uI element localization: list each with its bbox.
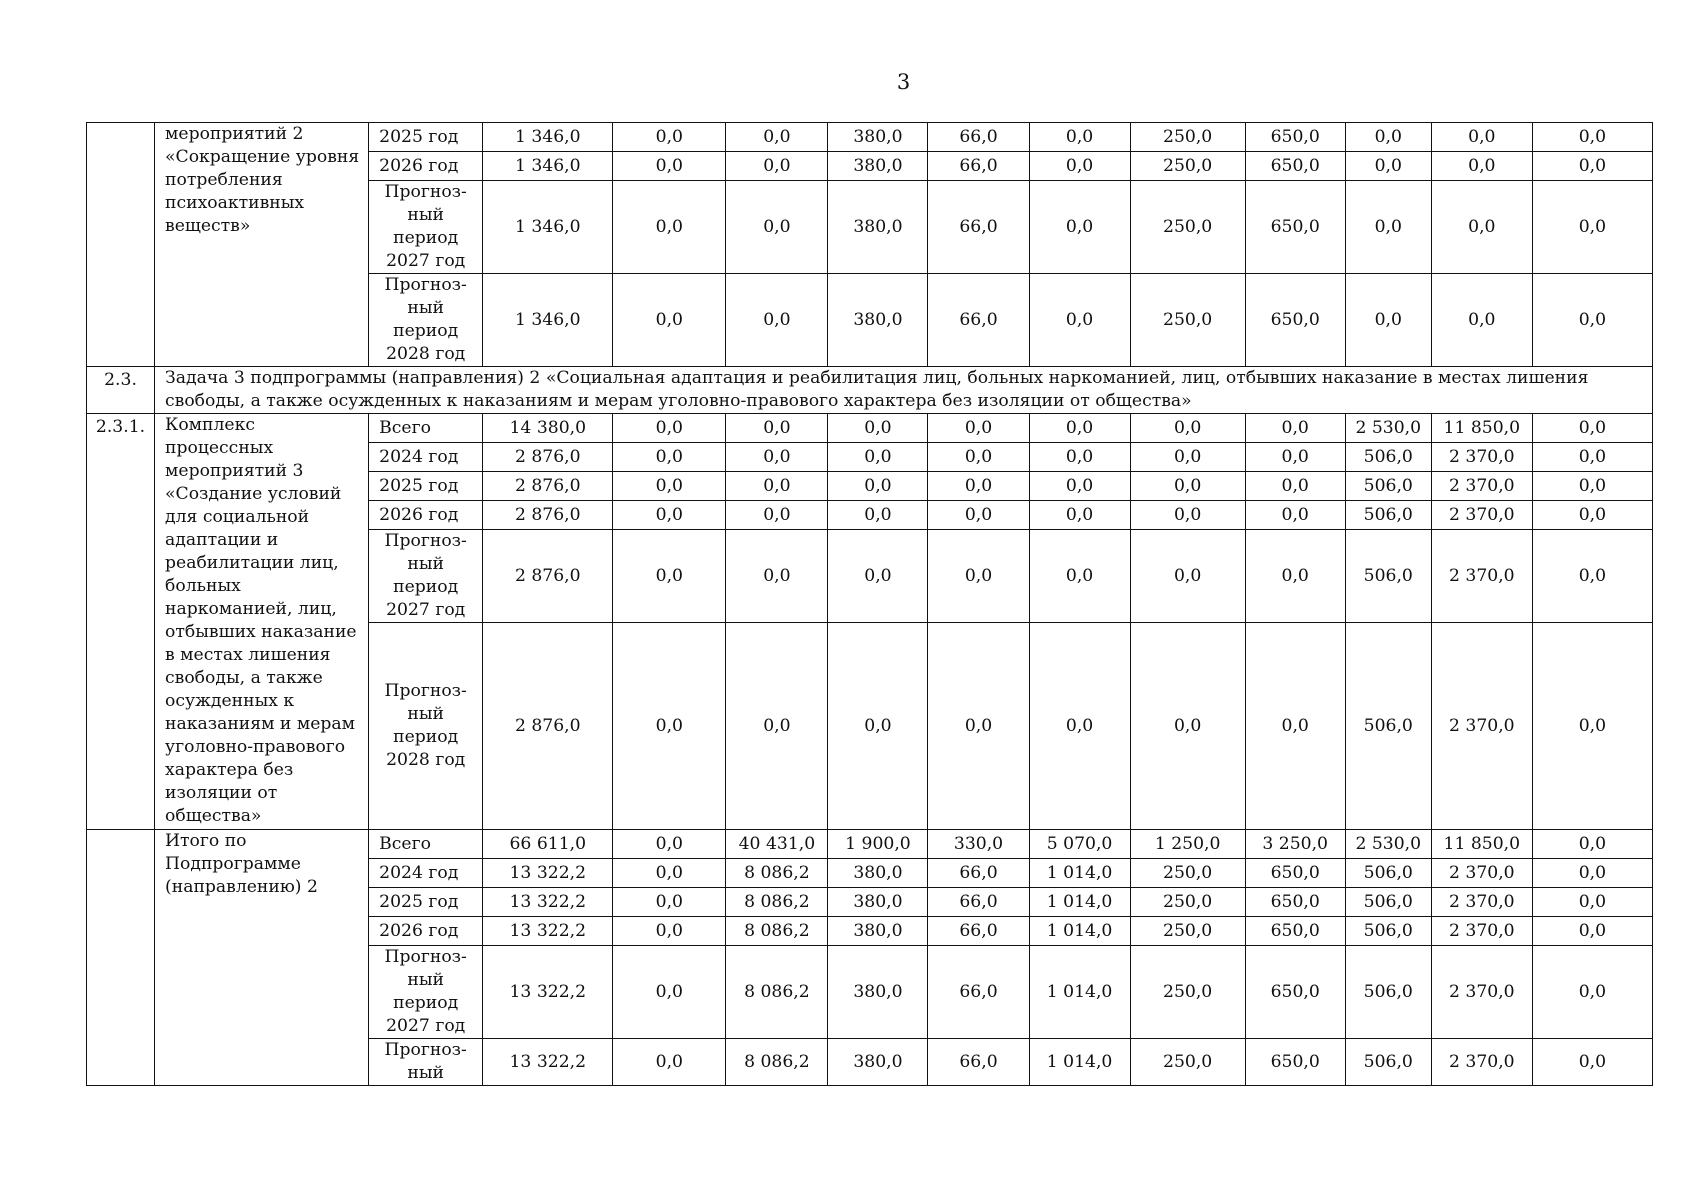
value-cell: 650,0 [1245,946,1345,1039]
value-cell: 0,0 [726,530,828,623]
period-cell: Прогноз- ный период 2027 год [369,946,483,1039]
value-cell: 0,0 [828,530,928,623]
value-cell: 506,0 [1345,859,1431,888]
value-cell: 66,0 [928,152,1029,181]
task-row [87,367,1653,414]
value-cell: 2 370,0 [1431,917,1532,946]
value-cell: 0,0 [1029,623,1130,830]
value-cell: 2 876,0 [483,623,613,830]
value-cell: 2 876,0 [483,472,613,501]
value-cell: 0,0 [1029,443,1130,472]
value-cell: 2 530,0 [1345,830,1431,859]
value-cell: 506,0 [1345,530,1431,623]
value-cell: 66,0 [928,123,1029,152]
page-number: 3 [896,70,911,94]
value-cell: 0,0 [613,414,726,443]
value-cell: 13 322,2 [483,888,613,917]
value-cell: 2 876,0 [483,501,613,530]
row-number: 2.3.1. [87,414,155,830]
value-cell: 506,0 [1345,1039,1431,1086]
value-cell: 0,0 [1345,274,1431,367]
value-cell: 0,0 [1532,501,1652,530]
value-cell: 250,0 [1130,859,1245,888]
value-cell: 650,0 [1245,917,1345,946]
value-cell: 0,0 [1532,623,1652,830]
value-cell: 0,0 [1029,414,1130,443]
value-cell: 0,0 [828,414,928,443]
value-cell: 0,0 [1245,530,1345,623]
value-cell: 13 322,2 [483,917,613,946]
value-cell: 0,0 [726,414,828,443]
value-cell: 0,0 [1532,917,1652,946]
value-cell: 330,0 [928,830,1029,859]
value-cell: 650,0 [1245,123,1345,152]
value-cell: 0,0 [1532,123,1652,152]
value-cell: 0,0 [1130,472,1245,501]
value-cell: 380,0 [828,859,928,888]
value-cell: 0,0 [828,472,928,501]
value-cell: 0,0 [1130,501,1245,530]
row-number [87,123,155,367]
value-cell: 2 370,0 [1431,946,1532,1039]
value-cell: 0,0 [613,917,726,946]
period-cell: Прогноз- ный [369,1039,483,1086]
value-cell: 8 086,2 [726,859,828,888]
value-cell: 250,0 [1130,946,1245,1039]
value-cell: 1 014,0 [1029,946,1130,1039]
period-cell: 2026 год [369,501,483,530]
row-title: Комплекс процессных мероприятий 3 «Создание условий для социальной адаптации и реабилитации лиц, больных наркоманией, лиц, отбывших наказание в местах лишения свободы, а также осужденных к наказаниям и мерам уголовно-правового характера без изоляции от общества» [155,414,369,830]
value-cell: 0,0 [1029,501,1130,530]
value-cell: 0,0 [1130,443,1245,472]
value-cell: 0,0 [613,443,726,472]
budget-table [86,122,1653,1086]
value-cell: 1 014,0 [1029,1039,1130,1086]
value-cell: 0,0 [928,443,1029,472]
value-cell: 250,0 [1130,1039,1245,1086]
value-cell: 0,0 [1532,414,1652,443]
period-cell: 2025 год [369,888,483,917]
value-cell: 0,0 [1245,501,1345,530]
value-cell: 0,0 [1532,946,1652,1039]
value-cell: 0,0 [613,472,726,501]
value-cell: 0,0 [928,623,1029,830]
value-cell: 0,0 [828,623,928,830]
period-cell: Прогноз- ный период 2028 год [369,274,483,367]
period-cell: 2026 год [369,917,483,946]
period-cell: Прогноз- ный период 2027 год [369,181,483,274]
value-cell: 0,0 [1431,274,1532,367]
value-cell: 66,0 [928,181,1029,274]
value-cell: 66,0 [928,946,1029,1039]
value-cell: 0,0 [1532,859,1652,888]
value-cell: 650,0 [1245,152,1345,181]
value-cell: 506,0 [1345,946,1431,1039]
value-cell: 0,0 [726,623,828,830]
value-cell: 0,0 [1345,123,1431,152]
value-cell: 650,0 [1245,1039,1345,1086]
value-cell: 0,0 [1431,123,1532,152]
value-cell: 0,0 [613,623,726,830]
row-number [87,830,155,1086]
value-cell: 14 380,0 [483,414,613,443]
value-cell: 5 070,0 [1029,830,1130,859]
value-cell: 0,0 [928,414,1029,443]
value-cell: 0,0 [726,152,828,181]
value-cell: 0,0 [928,472,1029,501]
value-cell: 0,0 [613,1039,726,1086]
value-cell: 66 611,0 [483,830,613,859]
value-cell: 1 900,0 [828,830,928,859]
value-cell: 0,0 [1532,1039,1652,1086]
value-cell: 2 370,0 [1431,530,1532,623]
value-cell: 2 876,0 [483,530,613,623]
value-cell: 506,0 [1345,443,1431,472]
value-cell: 2 370,0 [1431,888,1532,917]
value-cell: 8 086,2 [726,1039,828,1086]
value-cell: 650,0 [1245,274,1345,367]
value-cell: 0,0 [1029,274,1130,367]
value-cell: 13 322,2 [483,946,613,1039]
value-cell: 1 346,0 [483,152,613,181]
period-cell: 2024 год [369,443,483,472]
value-cell: 0,0 [1245,623,1345,830]
value-cell: 0,0 [1029,472,1130,501]
value-cell: 8 086,2 [726,888,828,917]
period-cell: Прогноз- ный период 2027 год [369,530,483,623]
value-cell: 0,0 [1029,152,1130,181]
value-cell: 0,0 [613,888,726,917]
table-row [87,414,1653,443]
value-cell: 0,0 [613,274,726,367]
value-cell: 40 431,0 [726,830,828,859]
period-cell: Всего [369,414,483,443]
value-cell: 0,0 [1130,414,1245,443]
value-cell: 0,0 [1029,181,1130,274]
value-cell: 0,0 [1431,152,1532,181]
value-cell: 0,0 [726,501,828,530]
value-cell: 380,0 [828,152,928,181]
table-row [87,830,1653,859]
value-cell: 2 876,0 [483,443,613,472]
task-text: Задача 3 подпрограммы (направления) 2 «Социальная адаптация и реабилитация лиц, больных наркоманией, лиц, отбывших наказание в местах лишения свободы, а также осужденных к наказаниям и мерам уголовно-правового характера без изоляции от общества» [155,367,1653,414]
value-cell: 0,0 [613,859,726,888]
value-cell: 1 250,0 [1130,830,1245,859]
value-cell: 506,0 [1345,501,1431,530]
value-cell: 250,0 [1130,123,1245,152]
value-cell: 2 370,0 [1431,1039,1532,1086]
value-cell: 11 850,0 [1431,414,1532,443]
value-cell: 380,0 [828,946,928,1039]
period-cell: 2025 год [369,472,483,501]
value-cell: 650,0 [1245,859,1345,888]
value-cell: 0,0 [1130,530,1245,623]
value-cell: 380,0 [828,917,928,946]
value-cell: 66,0 [928,888,1029,917]
value-cell: 250,0 [1130,181,1245,274]
value-cell: 66,0 [928,859,1029,888]
value-cell: 1 014,0 [1029,859,1130,888]
value-cell: 0,0 [613,152,726,181]
value-cell: 0,0 [1245,472,1345,501]
value-cell: 380,0 [828,181,928,274]
value-cell: 0,0 [1431,181,1532,274]
value-cell: 0,0 [1130,623,1245,830]
value-cell: 66,0 [928,917,1029,946]
row-title: Итого по Подпрограмме (направлению) 2 [155,830,369,1086]
value-cell: 0,0 [613,181,726,274]
table-body [87,123,1653,1086]
value-cell: 0,0 [1245,414,1345,443]
value-cell: 0,0 [726,181,828,274]
value-cell: 66,0 [928,1039,1029,1086]
period-cell: 2024 год [369,859,483,888]
row-title: мероприятий 2 «Сокращение уровня потребления психоактивных веществ» [155,123,369,367]
value-cell: 0,0 [1532,274,1652,367]
value-cell: 3 250,0 [1245,830,1345,859]
value-cell: 0,0 [1345,152,1431,181]
value-cell: 0,0 [726,472,828,501]
value-cell: 1 014,0 [1029,917,1130,946]
value-cell: 0,0 [1532,888,1652,917]
value-cell: 0,0 [613,501,726,530]
value-cell: 1 346,0 [483,274,613,367]
value-cell: 506,0 [1345,472,1431,501]
value-cell: 0,0 [726,443,828,472]
value-cell: 0,0 [1345,181,1431,274]
value-cell: 0,0 [726,123,828,152]
value-cell: 11 850,0 [1431,830,1532,859]
value-cell: 250,0 [1130,152,1245,181]
value-cell: 650,0 [1245,888,1345,917]
value-cell: 380,0 [828,123,928,152]
value-cell: 0,0 [613,530,726,623]
value-cell: 380,0 [828,274,928,367]
period-cell: Прогноз- ный период 2028 год [369,623,483,830]
value-cell: 250,0 [1130,917,1245,946]
value-cell: 0,0 [1532,472,1652,501]
value-cell: 0,0 [1532,443,1652,472]
value-cell: 506,0 [1345,888,1431,917]
value-cell: 0,0 [928,530,1029,623]
value-cell: 8 086,2 [726,917,828,946]
value-cell: 0,0 [928,501,1029,530]
value-cell: 2 370,0 [1431,623,1532,830]
value-cell: 650,0 [1245,181,1345,274]
value-cell: 0,0 [1532,152,1652,181]
period-cell: Всего [369,830,483,859]
table-row [87,123,1653,152]
value-cell: 2 370,0 [1431,443,1532,472]
value-cell: 0,0 [1532,530,1652,623]
value-cell: 0,0 [613,123,726,152]
value-cell: 0,0 [613,946,726,1039]
value-cell: 0,0 [828,501,928,530]
value-cell: 2 370,0 [1431,501,1532,530]
value-cell: 1 014,0 [1029,888,1130,917]
value-cell: 0,0 [1532,830,1652,859]
period-cell: 2026 год [369,152,483,181]
value-cell: 250,0 [1130,274,1245,367]
value-cell: 0,0 [828,443,928,472]
value-cell: 0,0 [726,274,828,367]
value-cell: 0,0 [1029,123,1130,152]
value-cell: 1 346,0 [483,181,613,274]
value-cell: 66,0 [928,274,1029,367]
value-cell: 506,0 [1345,917,1431,946]
value-cell: 0,0 [1029,530,1130,623]
value-cell: 13 322,2 [483,859,613,888]
value-cell: 1 346,0 [483,123,613,152]
value-cell: 13 322,2 [483,1039,613,1086]
value-cell: 380,0 [828,1039,928,1086]
period-cell: 2025 год [369,123,483,152]
task-number: 2.3. [87,367,155,414]
value-cell: 0,0 [613,830,726,859]
value-cell: 250,0 [1130,888,1245,917]
value-cell: 8 086,2 [726,946,828,1039]
value-cell: 2 370,0 [1431,472,1532,501]
value-cell: 0,0 [1532,181,1652,274]
value-cell: 2 370,0 [1431,859,1532,888]
value-cell: 0,0 [1245,443,1345,472]
value-cell: 2 530,0 [1345,414,1431,443]
value-cell: 506,0 [1345,623,1431,830]
value-cell: 380,0 [828,888,928,917]
